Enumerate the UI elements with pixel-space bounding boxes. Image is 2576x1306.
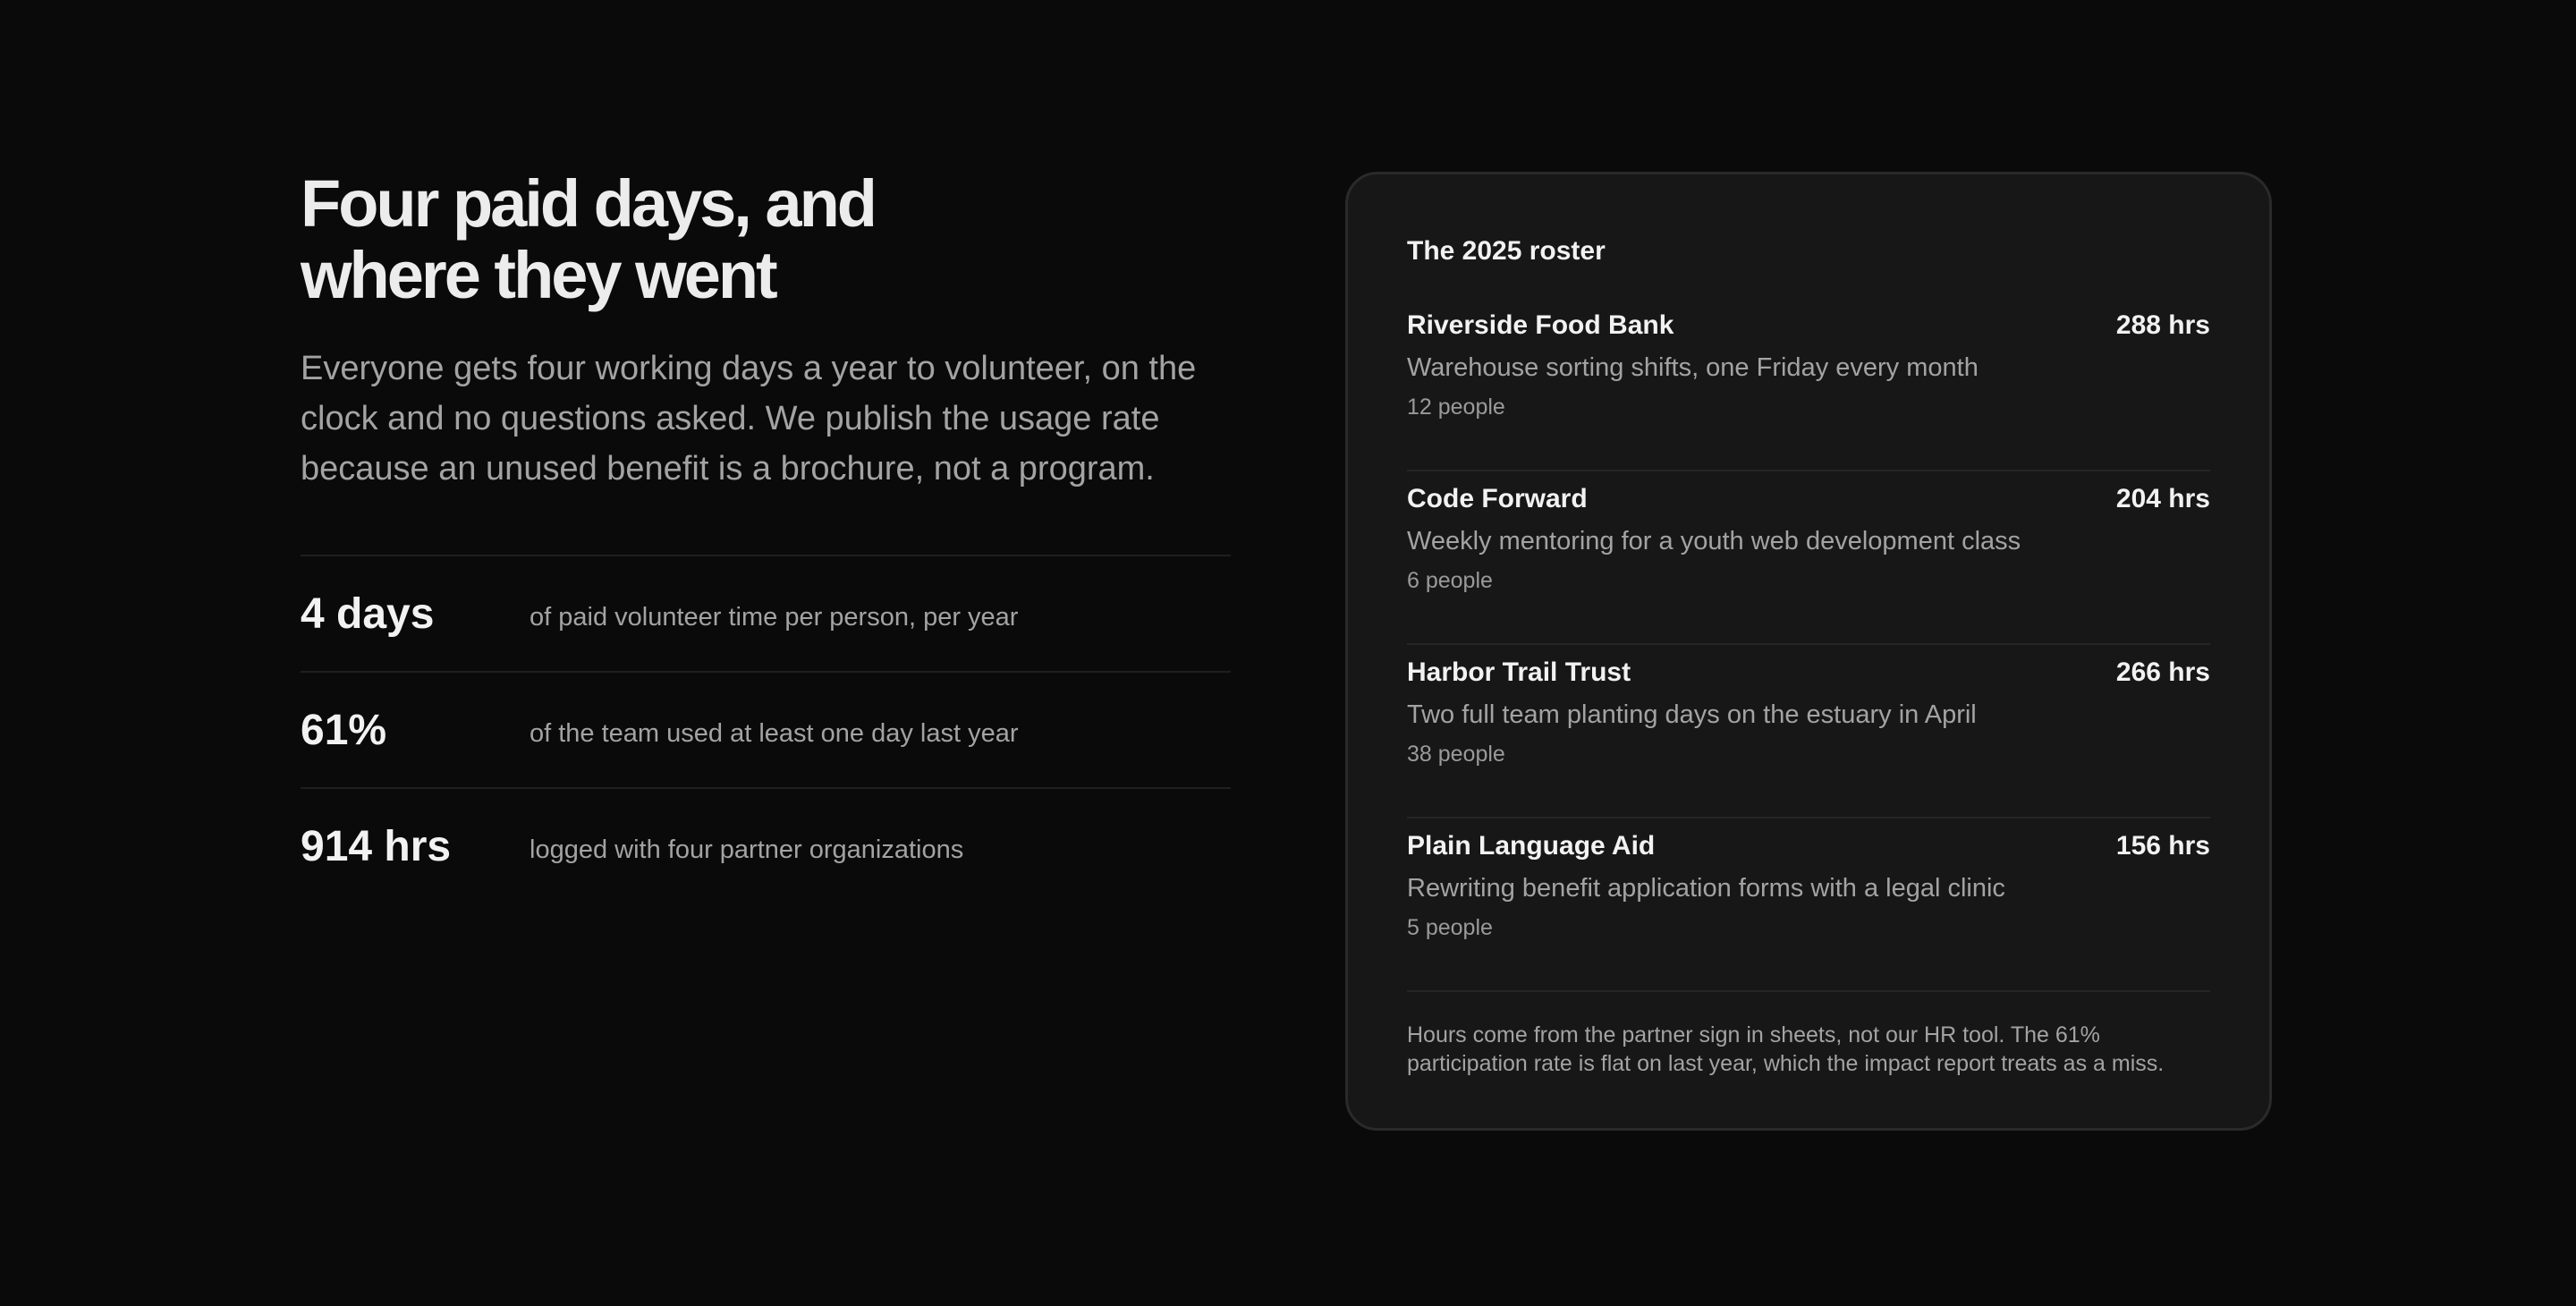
stat-label: of the team used at least one day last year — [530, 718, 1019, 748]
roster-footnote: Hours come from the partner sign in sheets, not our HR tool. The 61% participation rate is flat on last year, which the impact report treats as a miss. — [1407, 1022, 2165, 1076]
stat-value: 914 hrs — [301, 822, 452, 870]
stat-label: of paid volunteer time per person, per year — [530, 602, 1019, 632]
intro-paragraph: Everyone gets four working days a year to volunteer, on the clock and no questions asked. We publish the usage rate because an unused benefit is a brochure, not a program. — [301, 350, 1197, 488]
headline-line-1: Four paid days, and — [301, 166, 875, 241]
roster-item-name: Code Forward — [1407, 484, 1588, 513]
roster-item-description: Warehouse sorting shifts, one Friday every month — [1407, 353, 1979, 382]
roster-item-description: Two full team planting days on the estuary in April — [1407, 700, 1977, 729]
roster-item — [1407, 645, 2210, 818]
stat-row-days — [301, 556, 1231, 673]
roster-item-name: Harbor Trail Trust — [1407, 657, 1631, 687]
roster-item-name: Plain Language Aid — [1407, 831, 1656, 861]
roster-item-people: 6 people — [1407, 568, 1493, 593]
roster-item-hours: 288 hrs — [2115, 310, 2210, 340]
roster-item-people: 38 people — [1407, 742, 1505, 767]
roster-title: The 2025 roster — [1407, 236, 1606, 266]
roster-list — [1407, 298, 2210, 992]
roster-item-description: Weekly mentoring for a youth web development class — [1407, 527, 2021, 555]
stat-value: 61% — [301, 706, 387, 754]
roster-item — [1407, 298, 2210, 471]
roster-item-people: 5 people — [1407, 915, 1493, 940]
intro-section — [301, 168, 1231, 903]
roster-item — [1407, 818, 2210, 992]
roster-card — [1345, 172, 2272, 1131]
stat-label: logged with four partner organizations — [530, 835, 964, 864]
stat-value: 4 days — [301, 589, 435, 638]
roster-item-hours: 156 hrs — [2115, 831, 2210, 861]
roster-item-hours: 204 hrs — [2115, 484, 2210, 513]
stats-list — [301, 555, 1231, 903]
stat-row-hours — [301, 789, 1231, 903]
roster-item-description: Rewriting benefit application forms with a legal clinic — [1407, 874, 2005, 903]
roster-item-name: Riverside Food Bank — [1407, 310, 1674, 340]
stat-row-participation — [301, 673, 1231, 789]
roster-item-hours: 266 hrs — [2115, 657, 2210, 687]
page-title — [301, 168, 1016, 311]
roster-item-people: 12 people — [1407, 394, 1505, 420]
headline-line-2: where they went — [301, 238, 775, 312]
roster-item — [1407, 471, 2210, 645]
